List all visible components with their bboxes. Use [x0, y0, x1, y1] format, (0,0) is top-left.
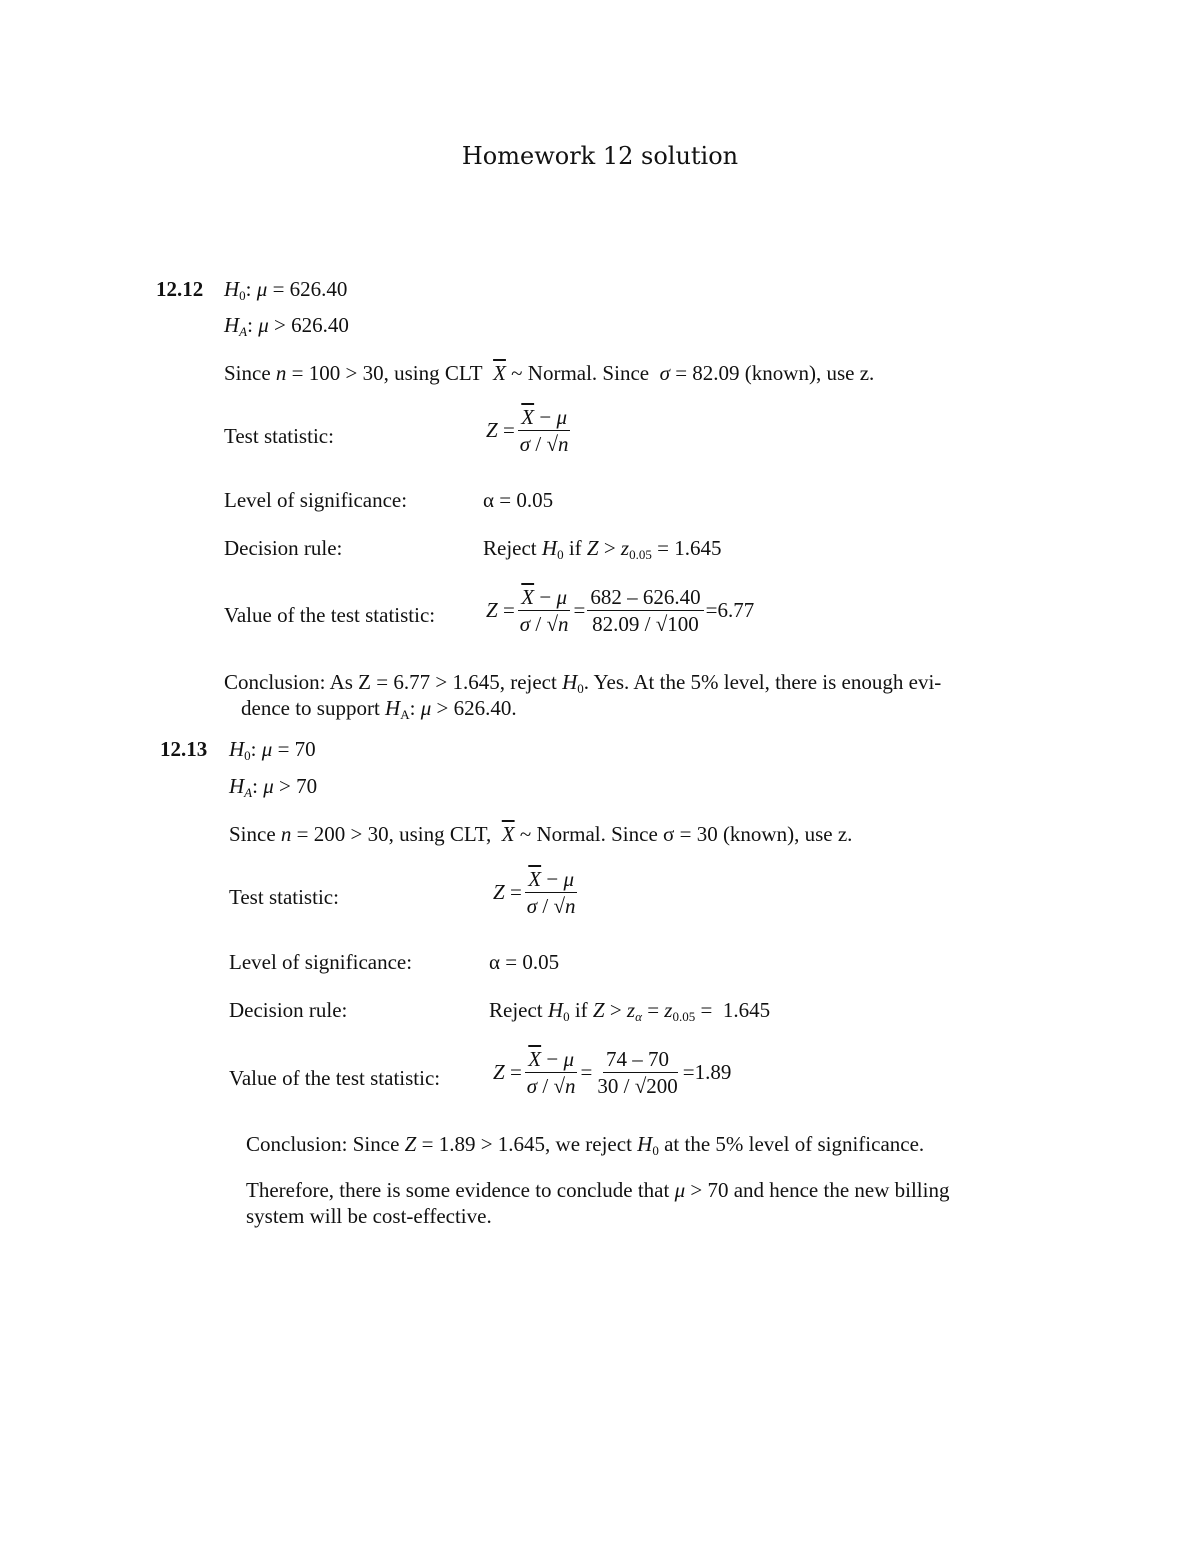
- label-value-of-test-statistic: Value of the test statistic:: [224, 603, 436, 627]
- alpha-value: α = 0.05: [483, 488, 554, 512]
- page-title: Homework 12 solution: [461, 142, 739, 170]
- label-level-of-significance: Level of significance:: [224, 488, 408, 512]
- alternative-hypothesis: $H_A$: μ > 626.40: [224, 313, 349, 339]
- label-test-statistic: Test statistic:: [229, 885, 339, 909]
- label-decision-rule: Decision rule:: [229, 998, 348, 1022]
- decision-rule-text: Reject $H_0$ if $Z > z_\alpha = z_{0.05} = 1.645$: [489, 998, 771, 1024]
- null-hypothesis: $H_0$: μ = 70: [229, 737, 316, 763]
- alpha-value: α = 0.05: [489, 950, 560, 974]
- label-value-of-test-statistic: Value of the test statistic:: [229, 1066, 441, 1090]
- decision-rule-text: Reject $H_0$ if $Z > z_{0.05} = 1.645$: [483, 536, 722, 562]
- test-statistic-calculation: Z = $\frac{\overline{X} - \mu}{\sigma / √n}$ = $\frac{74 - 70}{30 / √200}$ = 1.89: [493, 1047, 732, 1098]
- therefore-line-2: system will be cost-effective.: [246, 1204, 492, 1228]
- conclusion-line-1: Conclusion: Since Z = 1.89 > 1.645, we reject $H_0$ at the 5% level of significance.: [246, 1132, 925, 1158]
- problem-number: 12.12: [156, 277, 204, 301]
- since-statement: Since n = 200 > 30, using CLT, $\overline{X}$ ~ Normal. Since σ = 30 (known), use z.: [229, 822, 853, 846]
- label-decision-rule: Decision rule:: [224, 536, 343, 560]
- therefore-line-1: Therefore, there is some evidence to conclude that μ > 70 and hence the new billing: [246, 1178, 950, 1202]
- alternative-hypothesis: $H_A$: μ > 70: [229, 774, 318, 800]
- test-statistic-formula: Z = $\frac{\overline{X} - \mu}{\sigma / √n}$: [486, 405, 569, 456]
- label-test-statistic: Test statistic:: [224, 424, 334, 448]
- since-statement: Since n = 100 > 30, using CLT $\overline{X}$ ~ Normal. Since σ = 82.09 (known), use z.: [224, 361, 875, 385]
- problem-number: 12.13: [160, 737, 208, 761]
- null-hypothesis: $H_0$: μ = 626.40: [224, 277, 348, 303]
- conclusion-line-1: Conclusion: As Z = 6.77 > 1.645, reject $H_0$. Yes. At the 5% level, there is enough evi-: [224, 670, 942, 696]
- conclusion-line-2: dence to support $H_A$: μ > 626.40.: [241, 696, 517, 722]
- test-statistic-formula: Z = $\frac{\overline{X} - \mu}{\sigma / √n}$: [493, 867, 576, 918]
- test-statistic-calculation: Z = $\frac{\overline{X} - \mu}{\sigma / √n}$ = $\frac{682 - 626.40}{82.09 / √100}$ = 6.77: [486, 585, 755, 636]
- label-level-of-significance: Level of significance:: [229, 950, 413, 974]
